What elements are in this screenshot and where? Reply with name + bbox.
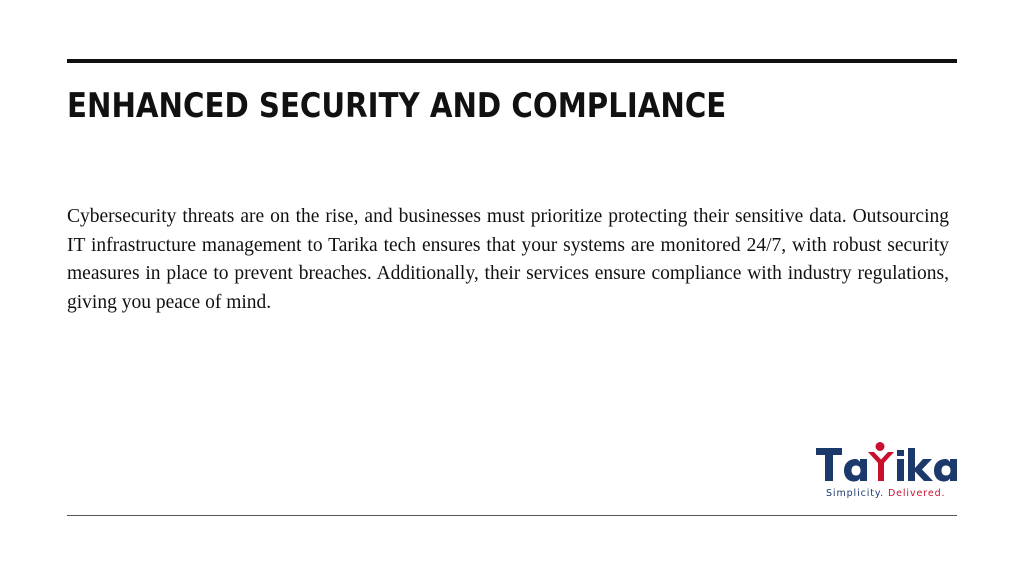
tarika-wordmark-graphic: [812, 439, 960, 487]
slide-title: ENHANCED SECURITY AND COMPLIANCE: [67, 86, 727, 126]
tagline-simplicity: Simplicity.: [826, 488, 885, 499]
slide-body-text: Cybersecurity threats are on the rise, and businesses must prioritize protecting their sensitive data. Outsourcing IT infrastructure management to Tarika tech ensures that your systems are monitored 24/7, with robust security measures in place to prevent breaches. Additionally, their services ensure compliance with industry regulations, giving you peace of mind.: [67, 206, 949, 314]
tagline-delivered: Delivered.: [887, 488, 946, 499]
logo-tagline: [826, 487, 960, 501]
bottom-rule: [67, 515, 957, 516]
top-rule: [67, 59, 957, 63]
